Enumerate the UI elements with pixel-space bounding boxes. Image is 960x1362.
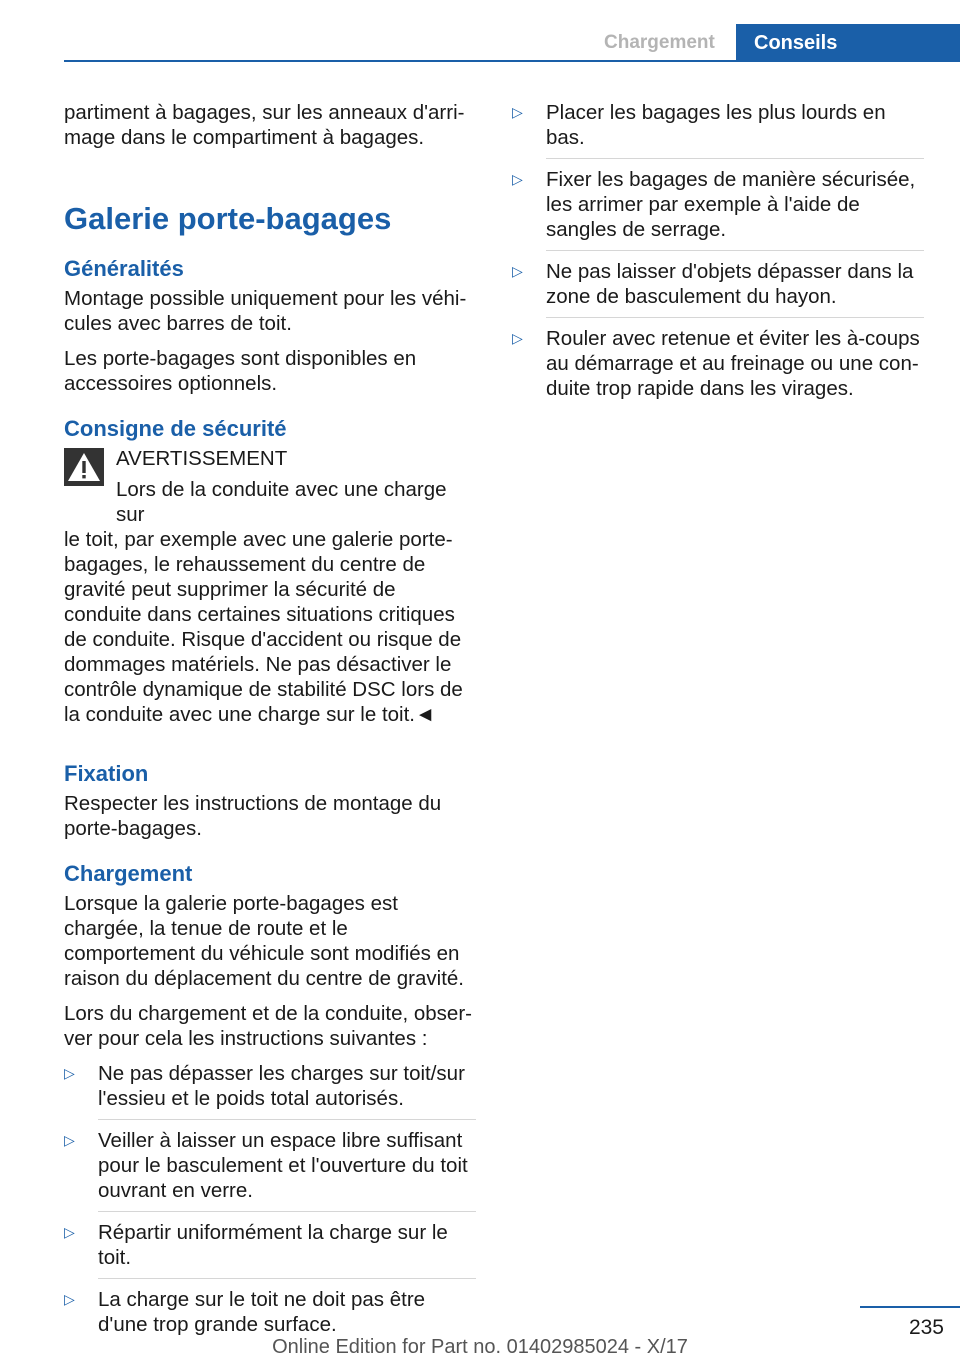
triangle-bullet-icon: ▷ (512, 330, 523, 346)
triangle-bullet-icon: ▷ (512, 263, 523, 279)
header-tab-conseils[interactable]: Conseils (736, 24, 960, 62)
list-item-text: Répartir uniformément la charge sur le toit. (98, 1221, 448, 1269)
list-item (512, 326, 924, 401)
generalites-paragraph-1: Montage possible uniquement pour les véhicules avec barres de toit. (64, 287, 467, 335)
list-item (64, 1220, 476, 1270)
heading-generalites: Généralités (64, 256, 184, 281)
heading-consigne-securite: Consigne de sécurité (64, 416, 287, 441)
list-item-text: Veiller à laisser un espace libre suffisant pour le basculement et l'ouverture du toit ouvrant en verre. (98, 1129, 468, 1202)
right-column (512, 100, 924, 409)
footer-edition: Online Edition for Part no. 01402985024 - X/17 (272, 1336, 688, 1358)
list-item-text: La charge sur le toit ne doit pas être d'une trop grande surface. (98, 1288, 426, 1336)
list-item (512, 100, 924, 150)
list-item-text: Rouler avec retenue et éviter les à-coups au démarrage et au freinage ou une conduite trop rapide dans les virages. (546, 327, 920, 400)
list-divider (546, 317, 924, 318)
section-title: Galerie porte-bagages (64, 201, 392, 236)
list-item (64, 1287, 476, 1337)
list-item-text: Ne pas laisser d'objets dépasser dans la zone de basculement du hayon. (546, 260, 914, 308)
list-item (64, 1128, 476, 1203)
list-item (512, 259, 924, 309)
list-item-text: Ne pas dépasser les charges sur toit/sur l'essieu et le poids total autorisés. (98, 1062, 465, 1110)
left-column (64, 100, 476, 1345)
list-divider (546, 158, 924, 159)
page-number: 235 (908, 1316, 944, 1339)
heading-chargement: Chargement (64, 861, 193, 886)
triangle-bullet-icon: ▷ (64, 1224, 75, 1240)
list-item-text: Fixer les bagages de manière sécurisée, les arrimer par exemple à l'aide de sangles de serrage. (546, 168, 916, 241)
triangle-bullet-icon: ▷ (512, 104, 523, 120)
list-item-text: Placer les bagages les plus lourds en bas. (546, 101, 886, 149)
triangle-bullet-icon: ▷ (512, 171, 523, 187)
list-divider (98, 1119, 476, 1120)
header-rule (64, 60, 960, 62)
chargement-paragraph-1: Lorsque la galerie porte-bagages est chargée, la tenue de route et le comportement du véhicule sont modifiés en raison du déplacement du centre de gravité. (64, 892, 465, 990)
chargement-list-continued (512, 100, 924, 401)
warning-triangle-icon (64, 448, 104, 486)
warning-text-rest: le toit, par exemple avec une galerie porte-bagages, le rehaussement du centre de gravité peut supprimer la sécurité de conduite dans certaines situations critiques de conduite. Risque d'accident ou risque de dommages matériels. Ne pas désactiver le contrôle dynamique de stabilité DSC lors de la conduite avec une charge sur le toit.◄ (64, 528, 463, 726)
chargement-paragraph-2: Lors du chargement et de la conduite, observer pour cela les instructions suivantes : (64, 1002, 472, 1050)
list-divider (98, 1278, 476, 1279)
warning-text (64, 477, 476, 727)
intro-paragraph: partiment à bagages, sur les anneaux d'arrimage dans le compartiment à bagages. (64, 101, 465, 149)
header-tab-chargement[interactable]: Chargement (604, 32, 715, 53)
heading-fixation: Fixation (64, 761, 149, 786)
triangle-bullet-icon: ▷ (64, 1065, 75, 1081)
chargement-list (64, 1061, 476, 1337)
warning-block (64, 446, 476, 727)
list-item (512, 167, 924, 242)
generalites-paragraph-2: Les porte-bagages sont disponibles en accessoires optionnels. (64, 347, 417, 395)
page-number-rule (860, 1306, 960, 1308)
fixation-paragraph: Respecter les instructions de montage du porte-bagages. (64, 792, 442, 840)
list-divider (546, 250, 924, 251)
warning-label: AVERTISSEMENT (116, 447, 288, 470)
triangle-bullet-icon: ▷ (64, 1132, 75, 1148)
triangle-bullet-icon: ▷ (64, 1291, 75, 1307)
list-divider (98, 1211, 476, 1212)
list-item (64, 1061, 476, 1111)
warning-text-first-line: Lors de la conduite avec une charge sur (116, 478, 447, 526)
